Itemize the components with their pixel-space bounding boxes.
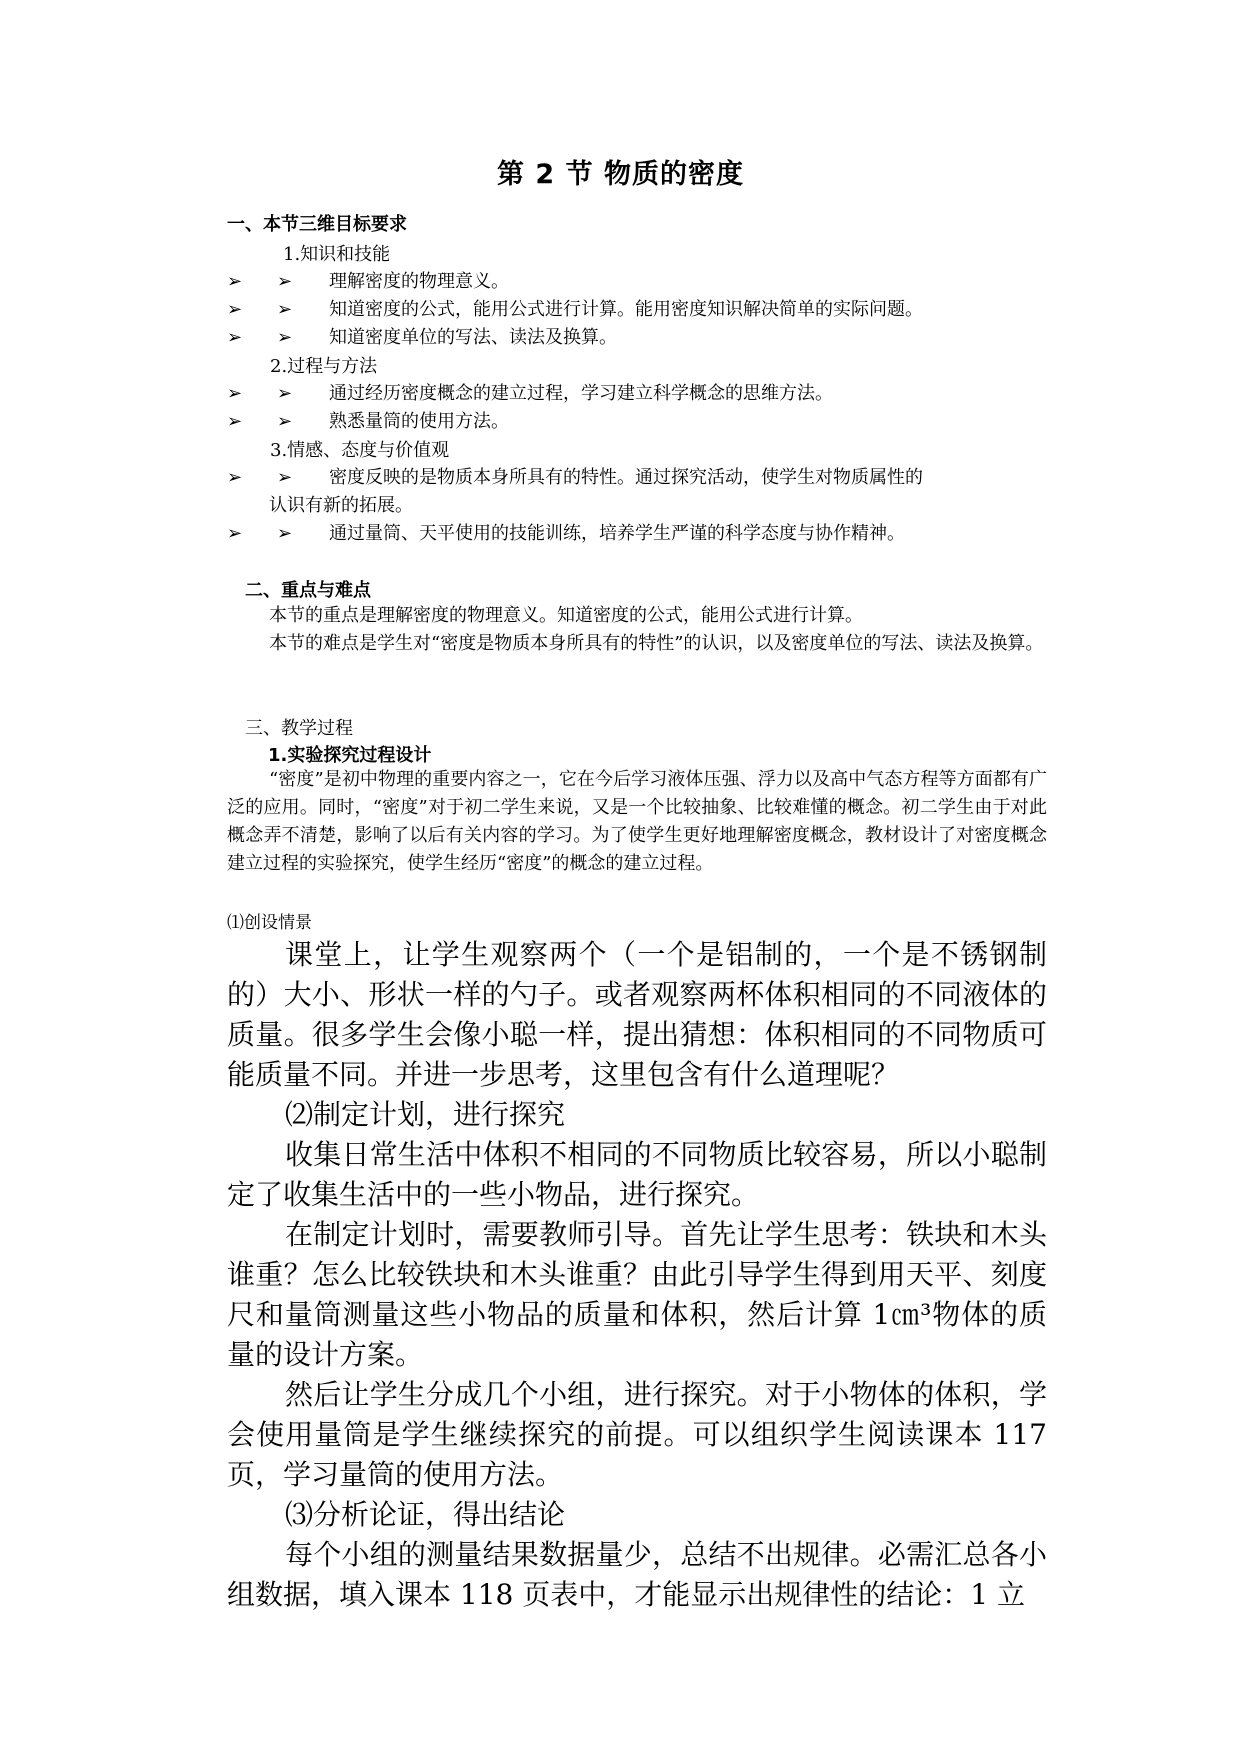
bullet-arrow-icon: ➢ <box>227 271 243 292</box>
paragraph-key-point: 本节的重点是理解密度的物理意义。知道密度的公式，能用公式进行计算。 <box>269 605 863 626</box>
list-item <box>227 408 1047 436</box>
bullet-arrow-icon: ➢ <box>277 383 293 404</box>
list-item-text: 通过经历密度概念的建立过程，学习建立科学概念的思维方法。 <box>329 383 833 404</box>
list-item <box>227 296 1047 324</box>
list-item <box>227 268 1047 296</box>
bullet-arrow-icon: ➢ <box>227 383 243 404</box>
section3-heading: 三、教学过程 <box>245 718 353 739</box>
section1-heading: 一、本节三维目标要求 <box>227 214 407 235</box>
section1-sub-process: 2.过程与方法 <box>270 356 378 377</box>
list-item-text: 通过量筒、天平使用的技能训练，培养学生严谨的科学态度与协作精神。 <box>329 523 905 544</box>
list-item-text: 知道密度的公式，能用公式进行计算。能用密度知识解决简单的实际问题。 <box>329 299 923 320</box>
paragraph-summary: 每个小组的测量结果数据量少，总结不出规律。必需汇总各小组数据，填入课本 118 页表中，才能显示出规律性的结论：1 立 <box>227 1538 1047 1611</box>
list-item-text: 熟悉量筒的使用方法。 <box>329 411 509 432</box>
paragraph-difficulty: 本节的难点是学生对“密度是物质本身所具有的特性”的认识，以及密度单位的写法、读法及换算。 <box>269 633 1044 654</box>
step-plan-explore: ⑵制定计划，进行探究 <box>285 1098 566 1131</box>
bullet-arrow-icon: ➢ <box>227 299 243 320</box>
step-analyze-conclude: ⑶分析论证，得出结论 <box>285 1498 566 1531</box>
bullet-arrow-icon: ➢ <box>277 299 293 320</box>
bullet-arrow-icon: ➢ <box>227 467 243 488</box>
list-item-text: 理解密度的物理意义。 <box>329 271 509 292</box>
section1-sub-attitude: 3.情感、态度与价值观 <box>270 440 450 461</box>
bullet-arrow-icon: ➢ <box>277 271 293 292</box>
bullet-arrow-icon: ➢ <box>227 411 243 432</box>
paragraph-scenario: 课堂上，让学生观察两个（一个是铝制的，一个是不锈钢制的）大小、形状一样的勺子。或者观察两杯体积相同的不同液体的质量。很多学生会像小聪一样，提出猜想：体积相同的不同物质可能质量不同。并进一步思考，这里包含有什么道理呢？ <box>227 938 1047 1091</box>
bullet-arrow-icon: ➢ <box>227 523 243 544</box>
paragraph-intro: “密度”是初中物理的重要内容之一，它在今后学习液体压强、浮力以及高中气态方程等方面都有广泛的应用。同时，“密度”对于初二学生来说，又是一个比较抽象、比较难懂的概念。初二学生由于对此概念弄不清楚，影响了以后有关内容的学习。为了使学生更好地理解密度概念，教材设计了对密度概念建立过程的实验探究，使学生经历“密度”的概念的建立过程。 <box>227 769 1047 874</box>
step-create-scenario: ⑴创设情景 <box>227 913 312 933</box>
bullet-arrow-icon: ➢ <box>277 467 293 488</box>
list-item-text: 认识有新的拓展。 <box>269 495 413 516</box>
list-item-continuation <box>227 492 1047 520</box>
list-item <box>227 520 1047 548</box>
list-item-text: 知道密度单位的写法、读法及换算。 <box>329 327 617 348</box>
bullet-arrow-icon: ➢ <box>227 327 243 348</box>
list-item <box>227 464 1047 492</box>
paragraph-collect: 收集日常生活中体积不相同的不同物质比较容易，所以小聪制定了收集生活中的一些小物品，进行探究。 <box>227 1138 1047 1211</box>
paragraph-groups: 然后让学生分成几个小组，进行探究。对于小物体的体积，学会使用量筒是学生继续探究的前提。可以组织学生阅读课本 117 页，学习量筒的使用方法。 <box>227 1378 1047 1491</box>
section2-heading: 二、重点与难点 <box>245 580 371 601</box>
page-title: 第 2 节 物质的密度 <box>497 159 744 190</box>
list-item <box>227 380 1047 408</box>
bullet-arrow-icon: ➢ <box>277 523 293 544</box>
paragraph-plan: 在制定计划时，需要教师引导。首先让学生思考：铁块和木头谁重？怎么比较铁块和木头谁重？由此引导学生得到用天平、刻度尺和量筒测量这些小物品的质量和体积，然后计算 1㎝³物体的质量的设计方案。 <box>227 1218 1047 1371</box>
bullet-arrow-icon: ➢ <box>277 327 293 348</box>
section3-sub-experiment: 1.实验探究过程设计 <box>268 745 432 766</box>
list-item <box>227 324 1047 352</box>
bullet-arrow-icon: ➢ <box>277 411 293 432</box>
list-item-text: 密度反映的是物质本身所具有的特性。通过探究活动，使学生对物质属性的 <box>329 467 923 488</box>
section1-sub-knowledge: 1.知识和技能 <box>283 244 391 265</box>
